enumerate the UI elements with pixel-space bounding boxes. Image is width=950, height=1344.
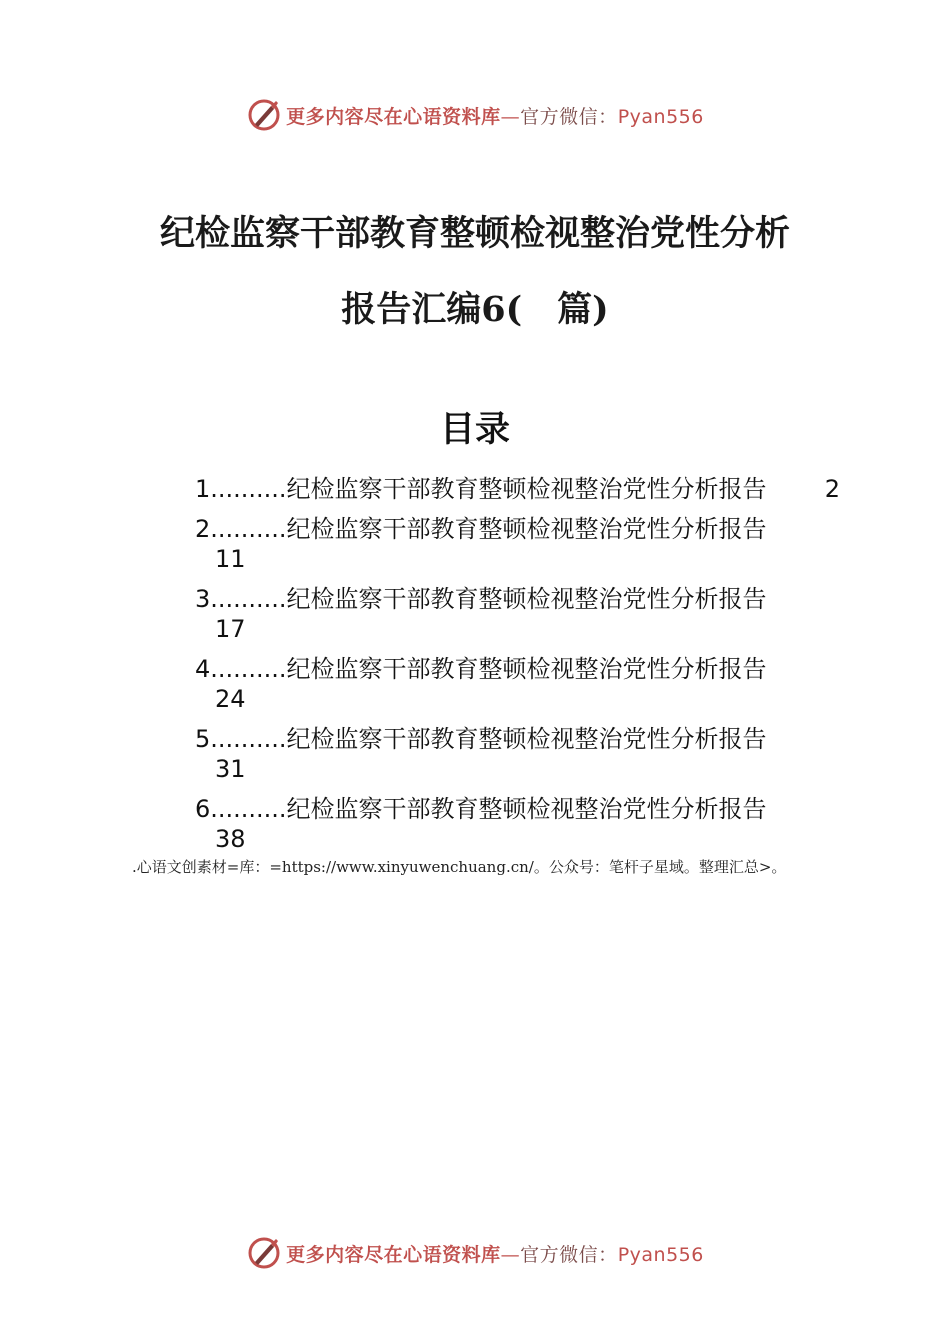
banner-text xyxy=(286,1240,704,1267)
pen-logo-icon xyxy=(246,97,282,133)
banner-sub: 官方微信： xyxy=(520,1243,618,1266)
toc-item-label: 6..........纪检监察干部教育整顿检视整治党性分析报告 xyxy=(195,795,767,823)
toc-item[interactable] xyxy=(195,474,840,504)
footer-note: .心语文创素材=库：=https://www.xinyuwenchuang.cn/。公众号：笔杆子星域。整理汇总>。 xyxy=(132,858,787,876)
banner-separator: — xyxy=(500,105,521,128)
toc-item[interactable] xyxy=(195,724,855,784)
header-banner xyxy=(0,95,950,135)
banner-text xyxy=(286,102,704,129)
toc-item-page: 31 xyxy=(215,755,246,783)
toc-item-label: 5..........纪检监察干部教育整顿检视整治党性分析报告 xyxy=(195,725,767,753)
banner-sub: 官方微信： xyxy=(520,105,618,128)
toc-heading: 目录 xyxy=(439,409,510,450)
pen-logo-icon xyxy=(246,1235,282,1271)
footer-banner xyxy=(0,1233,950,1273)
toc-item-label: 1..........纪检监察干部教育整顿检视整治党性分析报告 xyxy=(195,475,767,503)
toc-item-label: 2..........纪检监察干部教育整顿检视整治党性分析报告 xyxy=(195,515,767,543)
toc-item-label: 3..........纪检监察干部教育整顿检视整治党性分析报告 xyxy=(195,585,767,613)
toc-item-page: 38 xyxy=(215,825,246,853)
toc-item[interactable] xyxy=(195,514,855,574)
document-title-line2: 报告汇编6( 篇) xyxy=(341,289,609,330)
banner-main: 更多内容尽在心语资料库 xyxy=(286,1243,501,1266)
banner-wechat: Pyan556 xyxy=(617,105,704,128)
toc-item-page: 17 xyxy=(215,615,246,643)
toc-item-label: 4..........纪检监察干部教育整顿检视整治党性分析报告 xyxy=(195,655,767,683)
banner-main: 更多内容尽在心语资料库 xyxy=(286,105,501,128)
toc-item-page: 2 xyxy=(824,475,840,503)
toc-item-page: 11 xyxy=(215,545,246,573)
toc-item[interactable] xyxy=(195,794,855,854)
toc-item[interactable] xyxy=(195,654,855,714)
table-of-contents xyxy=(195,474,855,854)
banner-separator: — xyxy=(500,1243,521,1266)
toc-item-page: 24 xyxy=(215,685,246,713)
toc-item[interactable] xyxy=(195,584,855,644)
document-title-line1: 纪检监察干部教育整顿检视整治党性分析 xyxy=(159,213,790,254)
banner-wechat: Pyan556 xyxy=(617,1243,704,1266)
